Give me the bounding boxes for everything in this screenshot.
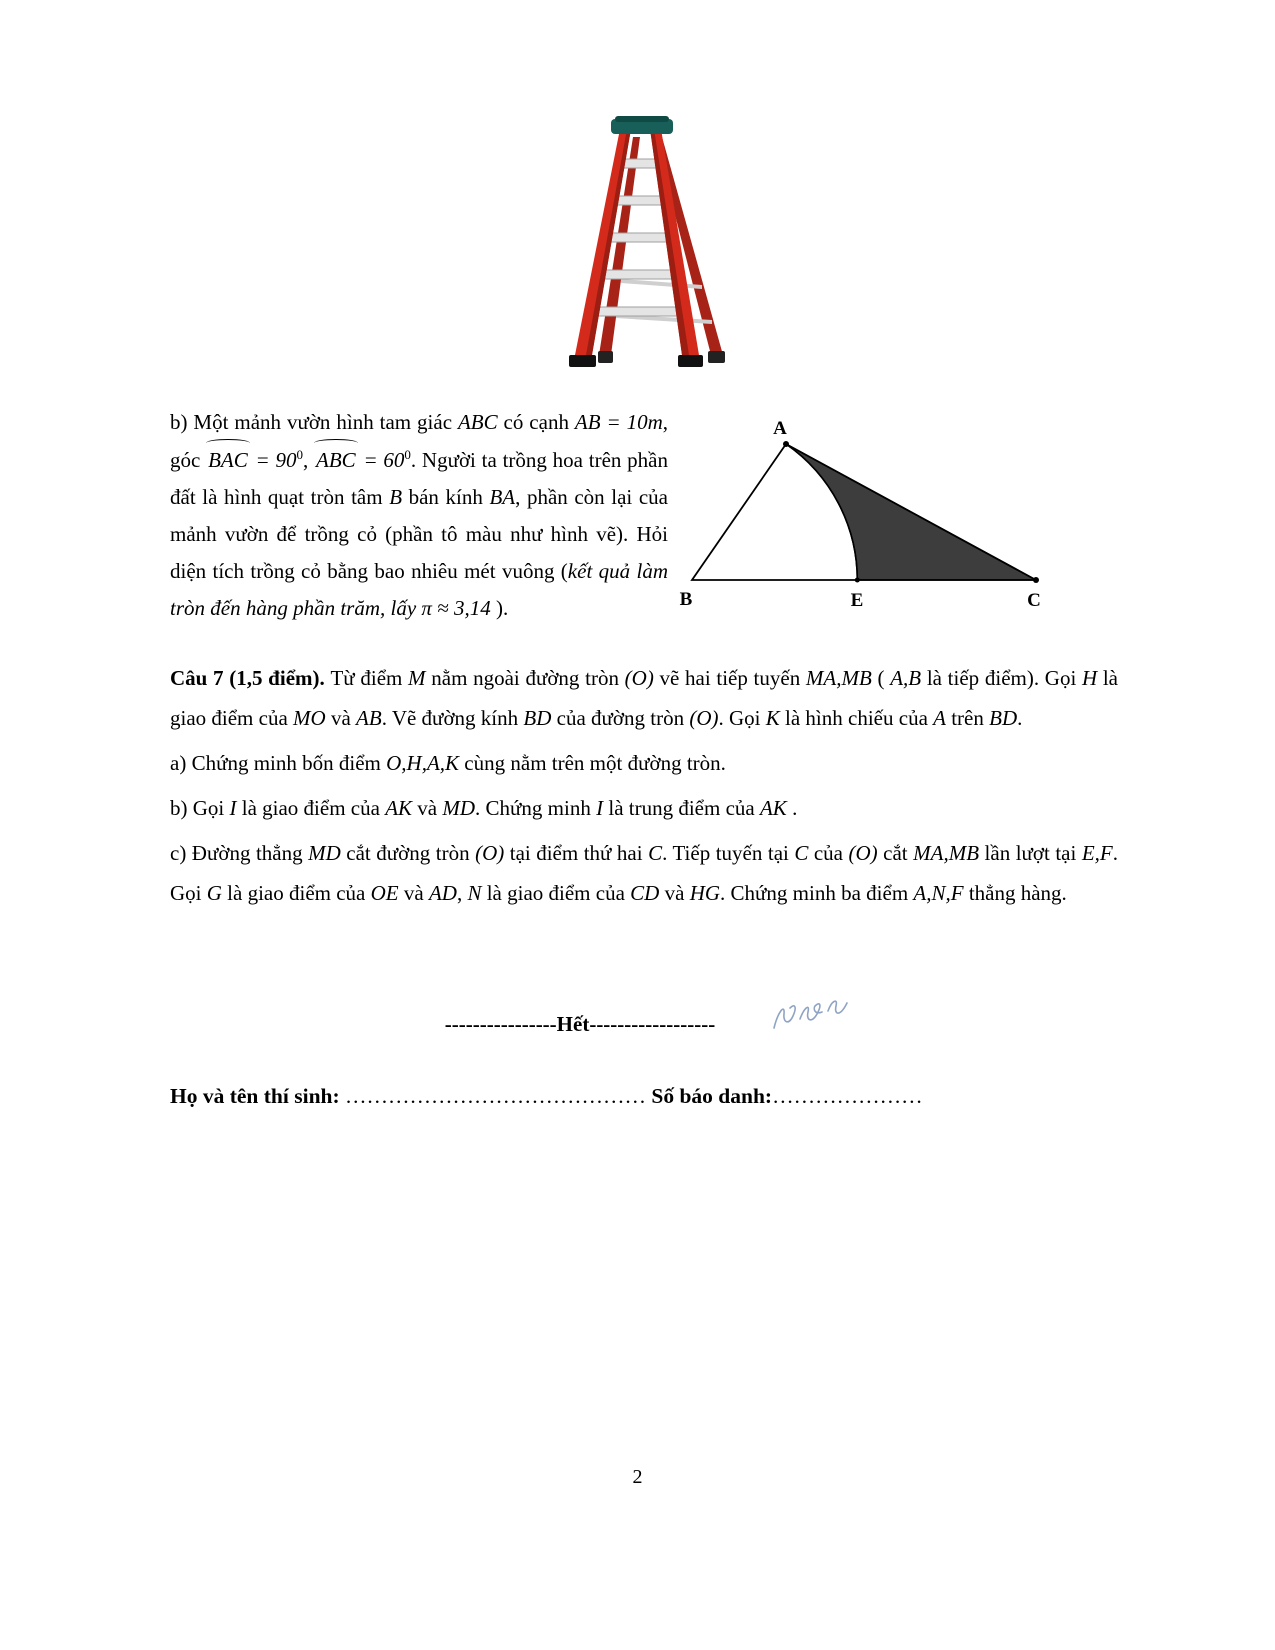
ladder-image <box>565 110 780 372</box>
point-dot-e <box>855 578 860 583</box>
end-marker: ----------------Hết------------------ <box>444 1012 716 1036</box>
candidate-info-line: Họ và tên thí sinh: …………………………………… Số báo danh:………………… <box>170 1084 923 1108</box>
vertex-dot-a <box>783 441 789 447</box>
ladder-top-cap <box>611 116 673 134</box>
ladder-feet <box>569 355 703 367</box>
problem-7-part-c: c) Đường thẳng MD cắt đường tròn (O) tại điểm thứ hai C. Tiếp tuyến tại C của (O) cắt MA,MB lần lượt tại E,F. Gọi G là giao điểm của OE và AD, N là giao điểm của CD và HG. Chứng minh ba điểm A,N,F thẳng hàng. <box>170 841 1118 905</box>
problem-b-text: b) Một mảnh vườn hình tam giác ABC có cạnh AB = 10m, góc BAC = $90^0$, ABC = $60^0$. Người ta trồng hoa trên phần đất là hình quạt tròn tâm B bán kính BA, phần còn lại của mảnh vườn để trồng cỏ (phần tô màu như hình vẽ). Hỏi diện tích trồng cỏ bằng bao nhiêu mét vuông (kết quả làm tròn đến hàng phần trăm, lấy π ≈ 3,14 ). <box>170 410 669 620</box>
problem-7-part-a: a) Chứng minh bốn điểm O,H,A,K cùng nằm trên một đường tròn. <box>170 751 726 775</box>
triangle-figure <box>668 414 1068 619</box>
ladder-illustration <box>565 110 780 372</box>
geometry-figure <box>668 414 1068 619</box>
problem-7-part-b: b) Gọi I là giao điểm của AK và MD. Chứng minh I là trung điểm của AK . <box>170 796 798 820</box>
page-number: 2 <box>632 1466 643 1488</box>
signature <box>768 990 860 1042</box>
figure-label-a: A <box>773 418 787 439</box>
problem-7-block <box>170 658 1118 918</box>
figure-label-c: C <box>1027 590 1041 611</box>
vertex-dot-c <box>1033 577 1039 583</box>
problem-7-intro: Câu 7 (1,5 điểm). Từ điểm M nằm ngoài đường tròn (O) vẽ hai tiếp tuyến MA,MB ( A,B là tiếp điểm). Gọi H là giao điểm của MO và AB. Vẽ đường kính BD của đường tròn (O). Gọi K là hình chiếu của A trên BD. <box>170 666 1119 730</box>
signature-scribble <box>768 990 860 1042</box>
figure-label-b: B <box>679 589 693 610</box>
figure-label-e: E <box>850 590 864 611</box>
